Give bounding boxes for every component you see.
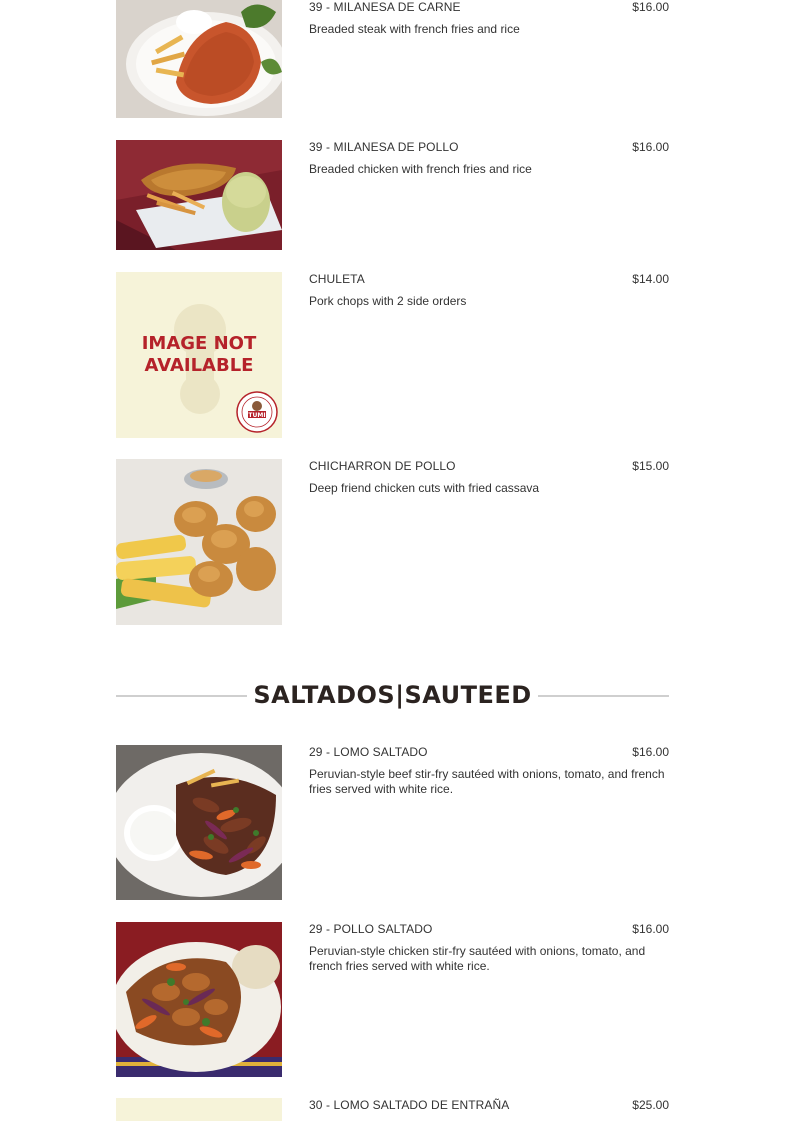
menu-item[interactable] — [116, 0, 669, 118]
menu-item[interactable] — [116, 272, 669, 438]
item-description: Pork chops with 2 side orders — [309, 294, 467, 308]
item-name[interactable]: 29 - LOMO SALTADO — [309, 745, 428, 759]
item-name[interactable]: 39 - MILANESA DE CARNE — [309, 0, 461, 14]
item-price: $14.00 — [632, 272, 669, 286]
menu-item[interactable] — [116, 922, 669, 1077]
section-heading — [116, 678, 669, 712]
item-description: Peruvian-style chicken stir-fry sautéed with onions, tomato, and french fries served with white rice. — [309, 944, 646, 973]
dish-photo[interactable] — [116, 140, 282, 250]
item-price: $16.00 — [632, 0, 669, 14]
section-title: SALTADOS|SAUTEED — [247, 681, 537, 709]
item-description: Deep friend chicken cuts with fried cassava — [309, 481, 540, 495]
menu-item[interactable] — [116, 1098, 669, 1121]
dish-photo[interactable] — [116, 745, 282, 900]
item-price: $16.00 — [632, 745, 669, 759]
item-price: $15.00 — [632, 459, 669, 473]
tumi-logo: TUMI — [248, 412, 266, 419]
item-description: Peruvian-style beef stir-fry sautéed with onions, tomato, and french fries served with white rice. — [309, 767, 665, 796]
image-not-available-placeholder[interactable] — [116, 272, 282, 438]
item-name[interactable]: 39 - MILANESA DE POLLO — [309, 140, 459, 154]
item-name[interactable]: 30 - LOMO SALTADO DE ENTRAÑA — [309, 1098, 510, 1112]
item-name[interactable]: CHICHARRON DE POLLO — [309, 459, 456, 473]
item-name[interactable]: 29 - POLLO SALTADO — [309, 922, 433, 936]
placeholder-text-line1: IMAGE NOT — [141, 333, 257, 354]
item-price: $16.00 — [632, 922, 669, 936]
dish-photo[interactable] — [116, 459, 282, 625]
dish-photo[interactable] — [116, 922, 282, 1077]
item-description: Breaded chicken with french fries and rice — [309, 162, 532, 176]
dish-photo[interactable] — [116, 0, 282, 118]
item-price: $16.00 — [632, 140, 669, 154]
menu-item[interactable] — [116, 459, 669, 625]
image-not-available-placeholder[interactable] — [116, 1098, 282, 1121]
item-price: $25.00 — [632, 1098, 669, 1112]
menu-item[interactable] — [116, 745, 669, 900]
item-description: Breaded steak with french fries and rice — [309, 22, 520, 36]
item-name[interactable]: CHULETA — [309, 272, 365, 286]
placeholder-text-line2: AVAILABLE — [144, 355, 254, 376]
menu-item[interactable] — [116, 140, 669, 250]
